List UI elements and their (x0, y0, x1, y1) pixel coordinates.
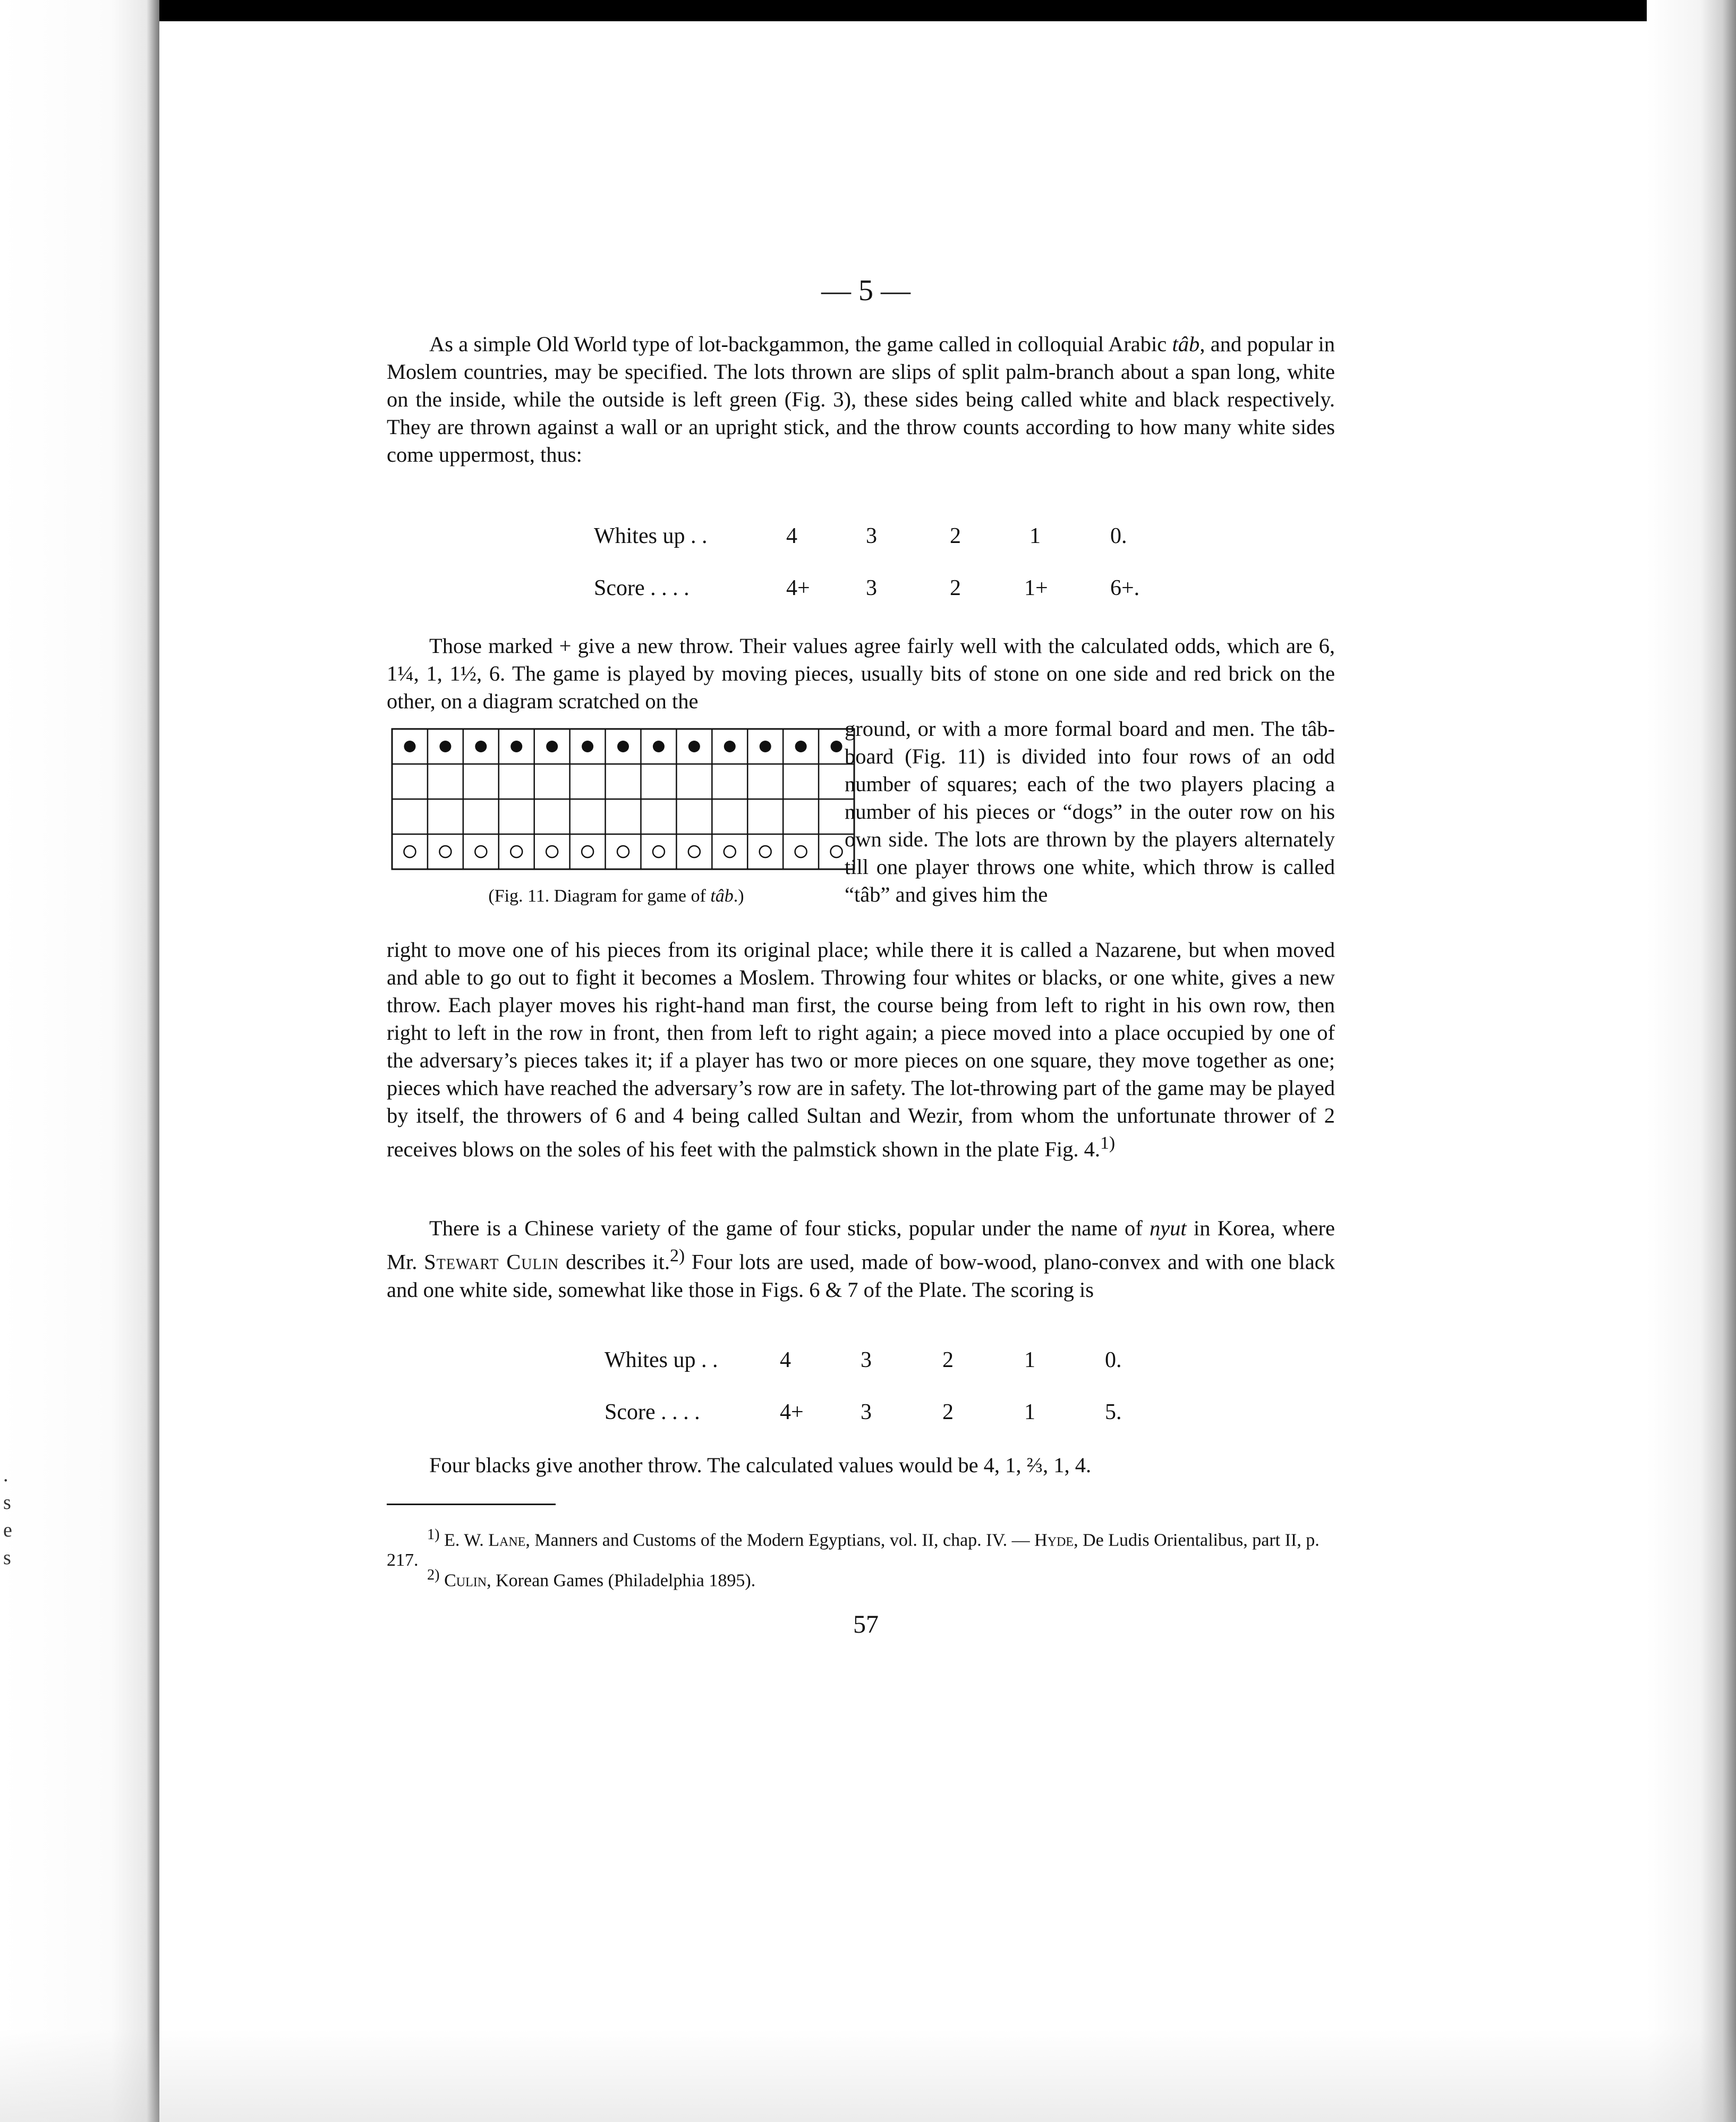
footnote-1: $^{1)}$ E. W. Lane, Manners and Customs of the Modern Egyptians, vol. II, chap. IV. — Hyde, De Ludis Orientalibus, part II, p. 217. (387, 1526, 1320, 1571)
white-piece (546, 846, 558, 858)
black-piece (439, 741, 451, 752)
black-piece (582, 741, 593, 752)
running-head: — 5 — (821, 274, 910, 307)
scan-top-border (0, 0, 1736, 21)
scan-bottom-shadow (0, 2030, 1736, 2122)
black-piece (546, 741, 558, 752)
paragraph-3: right to move one of his pieces from its original place; while there it is called a Nazarene, but when moved and able to go out to fight it becomes a Moslem. Throwing four whites or blacks, or one white, gives a new throw. Each player moves his right-hand man first, the course being from left to right in his own row, then right to left in the row in front, then from left to right again; a piece moved into a place occupied by one of the adversary’s pieces takes it; if a player has two or more pieces on one square, they move together as one; pieces which have reached the adversary’s row are in safety. The lot-throwing part of the game may be played by itself, the throwers of 6 and 4 being called Sultan and Wezir, from whom the unfortunate thrower of 2 receives blows on the soles of his feet with the palmstick shown in the plate Fig. 4.$^{1)}$ (387, 938, 1335, 1161)
white-piece (653, 846, 665, 858)
margin-marks: . s e s (3, 1464, 12, 1569)
page-number: 57 (853, 1610, 879, 1639)
black-piece (475, 741, 487, 752)
black-piece (688, 741, 700, 752)
footnote-rule (387, 1504, 556, 1505)
footnote-ref-2: 2) (670, 1246, 685, 1266)
white-piece (724, 846, 736, 858)
white-piece (582, 846, 593, 858)
white-piece (760, 846, 771, 858)
paragraph-2: Those marked + give a new throw. Their values agree fairly well with the calculated odds, which are 6, 1¼, 1, 1½, 6. The game is played by moving pieces, usually bits of stone on one side and red brick on the other, on a diagram scratched on the (387, 634, 1335, 713)
white-piece (795, 846, 807, 858)
paragraph-4: There is a Chinese variety of the game of four sticks, popular under the name of nyut in Korea, where Mr. Stewart Culin describes it.$^{2)}$ Four lots are used, made of bow-wood, plano-convex and with one black and one white side, somewhat like those in Figs. 6 & 7 of the Plate. The scoring is (387, 1216, 1335, 1302)
white-piece (617, 846, 629, 858)
black-piece (831, 741, 843, 752)
white-piece (688, 846, 700, 858)
white-piece (831, 846, 843, 858)
white-piece (404, 846, 415, 858)
white-piece (510, 846, 522, 858)
tab-board-svg (387, 724, 860, 883)
black-piece (617, 741, 629, 752)
scan-left-page-edge (0, 0, 159, 2122)
footnote-2: $^{2)}$ Culin, Korean Games (Philadelphia 1895). (427, 1567, 756, 1591)
black-piece (510, 741, 522, 752)
black-piece (760, 741, 771, 752)
white-piece (439, 846, 451, 858)
black-piece (404, 741, 415, 752)
black-piece (653, 741, 665, 752)
footnote-ref-1: 1) (1100, 1133, 1116, 1153)
paragraph-1: As a simple Old World type of lot-backgammon, the game called in colloquial Arabic tâb, and popular in Moslem countries, may be specified. The lots thrown are slips of split palm-branch about a span long, white on the inside, while the outside is left green (Fig. 3), these sides being called white and black respectively. They are thrown against a wall or an upright stick, and the throw counts according to how many white sides come uppermost, thus: (387, 332, 1335, 466)
black-piece (795, 741, 807, 752)
tab-board-diagram (387, 724, 860, 883)
paragraph-5: Four blacks give another throw. The calculated values would be 4, 1, ⅔, 1, 4. (429, 1453, 1092, 1477)
black-piece (724, 741, 736, 752)
wrapped-paragraph: ground, or with a more formal board and men. The tâb-board (Fig. 11) is divided into four rows of an odd number of squares; each of the two players placing a number of his pieces or “dogs” in the outer row on his own side. The lots are thrown by the players alternately till one player throws one white, which throw is called “tâb” and gives him the (845, 717, 1335, 906)
white-piece (475, 846, 487, 858)
figure-caption: (Fig. 11. Diagram for game of tâb.) (488, 886, 744, 906)
scan-right-page-edge (1647, 0, 1736, 2122)
